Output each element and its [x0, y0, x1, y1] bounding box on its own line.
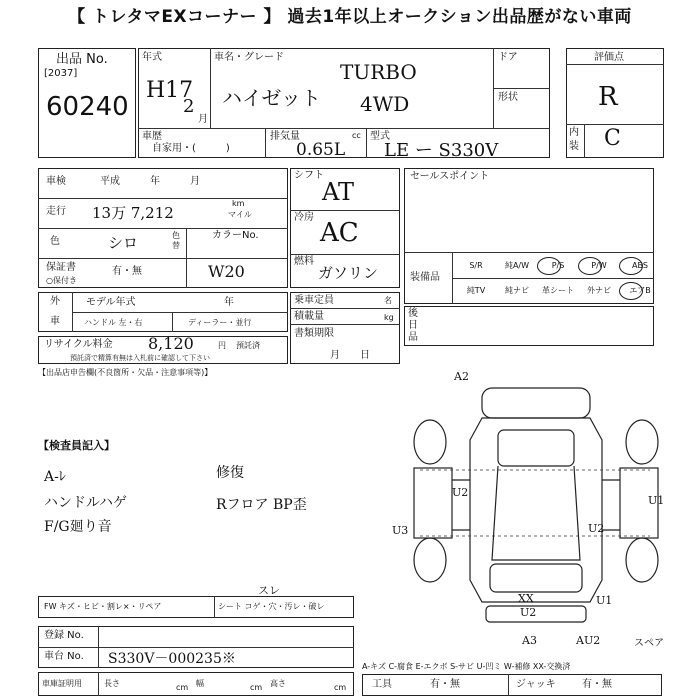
doc-label: 書類期限 [294, 328, 334, 339]
carname-label: 車名・グレード [214, 52, 284, 63]
diagram-mark-u2-rear: U2 [520, 606, 537, 619]
garage-cert-label: 車庫証明用 [42, 679, 82, 688]
mileage-unit-km: km [232, 199, 245, 208]
color-no-label: カラーNo. [212, 230, 259, 241]
equip-item: 外ナビ [587, 286, 611, 295]
capacity-unit: 名 [384, 296, 392, 305]
displacement-label: 排気量 [270, 131, 300, 142]
displacement-value: 0.65L [296, 140, 346, 160]
model-label: 型式 [370, 131, 390, 142]
inspector-note-5: Rフロア BP歪 [216, 497, 307, 513]
equip-item: 純ナビ [505, 286, 529, 295]
model-year-unit: 年 [224, 297, 234, 308]
door-label: ドア [498, 52, 518, 63]
ac-label: 冷房 [294, 212, 314, 223]
jack-value: 有・無 [582, 679, 612, 690]
shift-label: シフト [294, 170, 324, 181]
carname-value: ハイゼット [222, 86, 321, 110]
foreign-label-2: 車 [50, 316, 60, 327]
recycle-value: 8,120 [148, 334, 194, 353]
fuel-label: 燃料 [294, 256, 314, 267]
month-value: 2 [183, 96, 195, 117]
ac-value: AC [320, 218, 359, 248]
displacement-unit: cc [352, 131, 361, 140]
eval-value: R [598, 82, 618, 112]
interior-value: C [604, 126, 621, 151]
doc-value: 月 日 [330, 350, 370, 361]
foreign-label-1: 外 [50, 296, 60, 307]
cert-height-label: 高さ [270, 679, 286, 688]
equip-circle-abs [619, 257, 643, 275]
rear-label-2: 日 [408, 320, 418, 331]
color-label: 色 [50, 236, 60, 247]
interior-label-1: 内 [569, 127, 579, 138]
recycle-label: リサイクル料金 [44, 339, 113, 350]
cert-length-label: 長さ [104, 679, 120, 688]
mileage-value: 13万 7,212 [92, 204, 174, 222]
tools-value: 有・無 [430, 679, 460, 690]
grade-value-2: 4WD [360, 92, 410, 116]
equip-item: 純TV [466, 286, 486, 295]
recycle-note: 預託済で精算有無は入札前に確認して下さい [70, 354, 210, 362]
jack-label: ジャッキ [516, 679, 556, 690]
month-unit: 月 [198, 114, 208, 125]
rear-label-3: 品 [408, 332, 418, 343]
chassis-label: 車台 No. [44, 651, 84, 662]
year-value: H17 [146, 78, 194, 103]
vehicle-damage-diagram [400, 370, 690, 650]
inspector-note-1: A-ﾚ [44, 469, 66, 485]
capacity-label: 乗車定員 [294, 295, 334, 306]
rear-label-1: 後 [408, 308, 418, 319]
model-value: LE ー S330V [384, 140, 499, 161]
color-value: シロ [108, 234, 139, 252]
equip-item: P/W [591, 261, 607, 270]
legend-fw: FW キズ・ヒビ・割レ×・リペア [44, 602, 162, 611]
recycle-unit: 円 [218, 341, 226, 350]
equip-item: 純A/W [504, 261, 530, 270]
equip-item: 革シート [542, 286, 574, 295]
warranty-note: ○保付き [46, 276, 77, 285]
recycle-status: 預託済 [236, 341, 260, 350]
diagram-mark-au2: AU2 [576, 634, 601, 647]
diagram-mark-u3: U3 [392, 524, 409, 537]
diagram-mark-u2-right: U2 [588, 522, 605, 535]
diagram-mark-u1-rear: U1 [596, 594, 613, 607]
tools-box [362, 674, 662, 696]
declare-note: 【出品店申告欄(不良箇所・欠品・注意事項等)】 [38, 368, 213, 377]
inspection-label: 車検 [46, 176, 66, 187]
cert-unit-1: cm [176, 683, 189, 692]
diagram-mark-a2: A2 [454, 370, 469, 383]
inspector-heading: 【検査員記入】 [38, 439, 115, 452]
equip-circle-ps [537, 257, 561, 275]
cert-width-label: 幅 [196, 679, 204, 688]
legend-codes: A-キズ C-腐食 E-エクボ S-サビ U-凹ミ W-補修 XX-交換済 [362, 662, 571, 671]
dealer-label: ディーラー・並行 [188, 318, 252, 327]
diagram-mark-u1-right: U1 [648, 494, 665, 507]
legend-seat: シート コゲ・穴・汚レ・破レ [218, 602, 325, 611]
fuel-value: ガソリン [318, 264, 379, 282]
mileage-unit-mile: マイル [228, 210, 252, 219]
registration-label: 登録 No. [44, 630, 84, 641]
spare-label: スペア [634, 638, 664, 649]
grade-value: TURBO [340, 60, 417, 84]
history-label: 車歴 [142, 131, 162, 142]
color-change-label: 色替 [172, 231, 180, 250]
equip-item: ABS [632, 261, 648, 270]
year-label: 年式 [142, 52, 162, 63]
sales-equip-box [404, 168, 654, 304]
warranty-value: 有・無 [112, 266, 142, 277]
diagram-mark-a3: A3 [522, 634, 537, 647]
mileage-label: 走行 [46, 206, 66, 217]
seat-note: スレ [258, 584, 280, 597]
rear-items-box [404, 306, 654, 346]
equip-item: エアB [629, 286, 651, 295]
eval-label: 評価点 [594, 52, 624, 63]
chassis-value: S330V－000235※ [108, 651, 236, 667]
interior-label-2: 装 [569, 141, 579, 152]
diagram-mark-u2-left: U2 [452, 486, 469, 499]
inspector-note-3: F/G廻り音 [44, 519, 112, 535]
history-value: 自家用・( ) [152, 143, 230, 154]
shift-value: AT [322, 178, 355, 206]
diagram-mark-xx: XX [518, 592, 534, 605]
auction-banner: 【 トレタマEXコーナー 】 過去1年以上オークション出品歴がない車両 [68, 7, 632, 27]
cert-unit-2: cm [250, 683, 263, 692]
lot-number: 60240 [46, 92, 129, 122]
color-no-value: W20 [208, 262, 245, 281]
inspection-value: 平成 年 月 [100, 176, 200, 187]
lot-label: 出品 No. [56, 52, 108, 67]
equip-item: S/R [469, 261, 483, 270]
equip-circle-pw [578, 257, 602, 275]
tools-label: 工具 [372, 679, 392, 690]
shape-label: 形状 [498, 92, 518, 103]
sales-label: セールスポイント [410, 171, 490, 182]
model-year-label: モデル年式 [86, 297, 136, 308]
warranty-label: 保証書 [46, 262, 76, 273]
inspector-note-4: 修復 [216, 465, 244, 481]
inspector-note-2: ハンドルハゲ [44, 495, 128, 511]
equip-circle-airbag [619, 282, 643, 300]
handle-label: ハンドル 左・右 [84, 318, 143, 327]
equip-label: 装備品 [410, 272, 440, 283]
load-label: 積載量 [294, 311, 324, 322]
equip-item: P/S [551, 261, 565, 270]
load-unit: kg [384, 313, 394, 322]
cert-unit-3: cm [334, 683, 347, 692]
lot-sub: [2037] [44, 68, 78, 79]
